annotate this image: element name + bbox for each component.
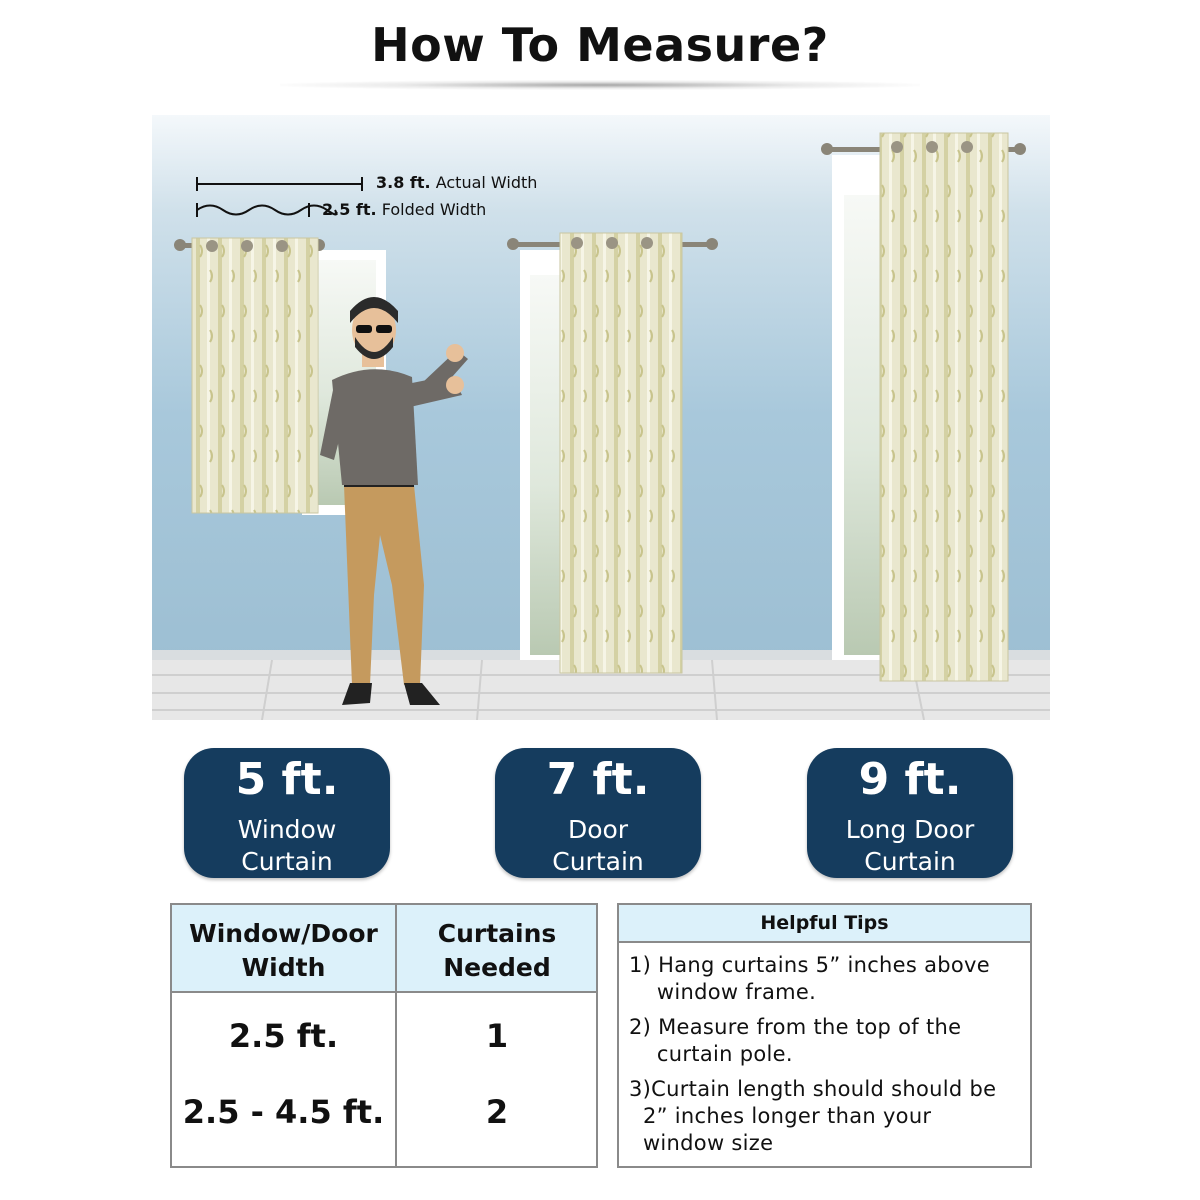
table-cell-needed: 1 (485, 1017, 509, 1055)
badge-kind-line1: Window (237, 815, 337, 844)
col-header-width-line1: Window/Door (189, 919, 378, 948)
table-cell-width: 2.5 - 4.5 ft. (182, 1093, 385, 1131)
tip-line: 2” inches longer than your (629, 1104, 932, 1128)
width-table (170, 903, 598, 1168)
actual-width-value: 3.8 ft. (376, 173, 431, 192)
tip-line: window frame. (629, 980, 817, 1004)
badge-size: 5 ft. (235, 754, 339, 805)
actual-width-text: Actual Width (435, 173, 538, 192)
col-header-needed-line1: Curtains (437, 919, 557, 948)
folded-width-label (322, 200, 486, 219)
badge-kind-line1: Long Door (845, 815, 975, 844)
room-illustration (152, 115, 1050, 720)
col-header-width-line2: Width (241, 953, 326, 982)
tips-heading: Helpful Tips (619, 905, 1030, 943)
folded-width-value: 2.5 ft. (322, 200, 377, 219)
badge-kind-line2: Curtain (552, 847, 644, 876)
badge-door-curtain (495, 748, 701, 878)
tip-line: window size (629, 1131, 774, 1155)
table-cell-width: 2.5 ft. (228, 1017, 339, 1055)
col-header-needed (397, 917, 597, 985)
badge-size: 7 ft. (546, 754, 650, 805)
folded-width-text: Folded Width (381, 200, 487, 219)
tip-line: 1) Hang curtains 5” inches above (629, 953, 991, 977)
badge-kind-line2: Curtain (864, 847, 956, 876)
title-underline-shadow (280, 80, 920, 90)
badge-long-door-curtain (807, 748, 1013, 878)
tip-line: curtain pole. (629, 1042, 793, 1066)
badge-size: 9 ft. (858, 754, 962, 805)
table-cell-needed: 2 (485, 1093, 509, 1131)
page-title: How To Measure? (371, 18, 829, 72)
actual-width-label (376, 173, 537, 192)
badge-window-curtain (184, 748, 390, 878)
helpful-tips-box (617, 903, 1032, 1168)
tip-line: 3)Curtain length should should be (629, 1077, 997, 1101)
col-header-needed-line2: Needed (443, 953, 551, 982)
badge-kind-line2: Curtain (241, 847, 333, 876)
col-header-width (172, 917, 395, 985)
tip-line: 2) Measure from the top of the (629, 1015, 962, 1039)
badge-kind-line1: Door (567, 815, 629, 844)
